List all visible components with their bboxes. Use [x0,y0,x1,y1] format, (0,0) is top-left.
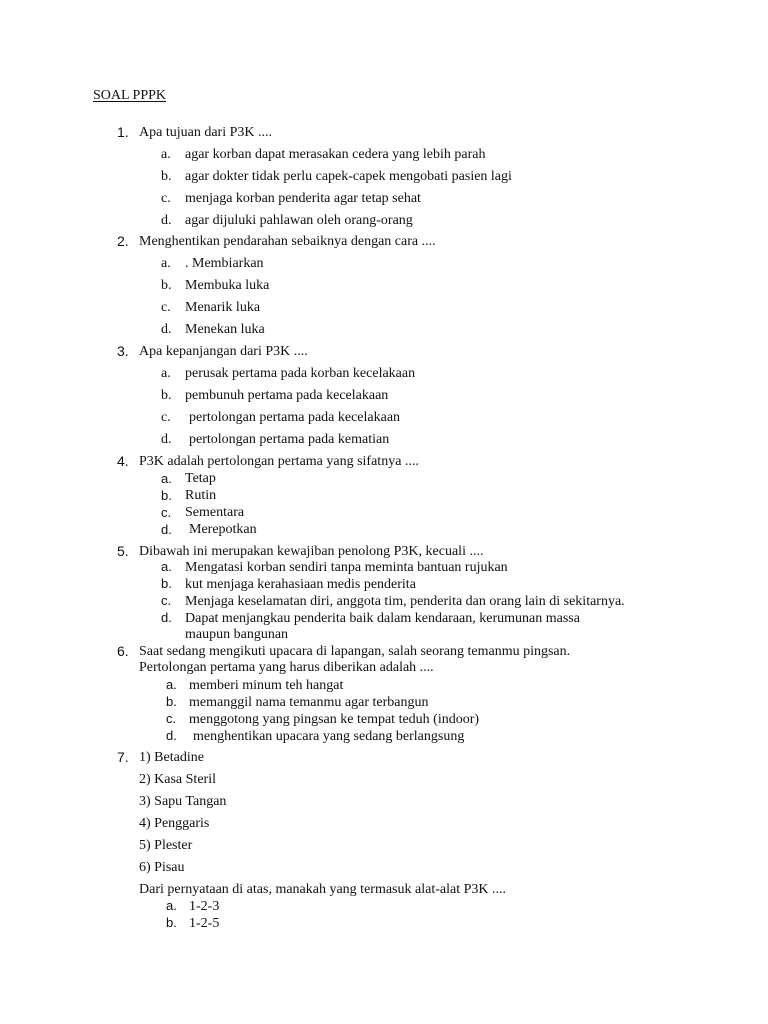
q3-option-d-letter: d. [161,432,172,447]
q3-option-b-text: pembunuh pertama pada kecelakaan [185,388,389,403]
q7-item-1: 1) Betadine [139,750,204,765]
question-1-number: 1. [117,124,129,140]
question-2-number: 2. [117,233,129,249]
q7-item-4: 4) Penggaris [139,816,210,831]
q7-item-3: 3) Sapu Tangan [139,794,227,809]
question-6-text: Saat sedang mengikuti upacara di lapangan, salah seorang temanmu pingsan. [139,644,571,659]
q1-option-c-letter: c. [161,191,171,206]
q4-option-d-letter: d. [161,522,172,537]
q4-option-b-letter: b. [161,488,172,503]
question-6-number: 6. [117,643,129,659]
q7-item-6: 6) Pisau [139,860,185,875]
q4-option-d-text: Merepotkan [189,522,257,537]
q5-option-c-text: Menjaga keselamatan diri, anggota tim, penderita dan orang lain di sekitarnya. [185,594,625,609]
question-7-text: Dari pernyataan di atas, manakah yang termasuk alat-alat P3K .... [139,882,506,897]
question-4-number: 4. [117,453,129,469]
q3-option-c-letter: c. [161,410,171,425]
q7-option-b-text: 1-2-5 [189,916,220,931]
q7-option-a-letter: a. [166,898,177,913]
q4-option-b-text: Rutin [185,488,217,503]
q2-option-a-letter: a. [161,256,171,271]
q3-option-d-text: pertolongan pertama pada kematian [189,432,390,447]
q6-option-a-letter: a. [166,677,177,692]
question-3-text: Apa kepanjangan dari P3K .... [139,344,308,359]
q1-option-d-text: agar dijuluki pahlawan oleh orang-orang [185,213,413,228]
q4-option-c-letter: c. [161,505,172,520]
q2-option-b-letter: b. [161,278,172,293]
q6-option-b-letter: b. [166,694,177,709]
question-7-number: 7. [117,749,129,765]
q5-option-d-text: Dapat menjangkau penderita baik dalam kendaraan, kerumunan massa [185,611,580,626]
q1-option-b-letter: b. [161,169,172,184]
q4-option-a-text: Tetap [185,471,216,486]
question-3-number: 3. [117,343,129,359]
question-6-text-continued: Pertolongan pertama yang harus diberikan adalah .... [139,660,434,675]
q4-option-a-letter: a. [161,471,172,486]
q6-option-a-text: memberi minum teh hangat [189,678,344,693]
q5-option-c-letter: c. [161,593,172,608]
q7-option-b-letter: b. [166,915,177,930]
q2-option-d-text: Menekan luka [185,322,265,337]
q3-option-a-letter: a. [161,366,171,381]
q6-option-d-letter: d. [166,728,177,743]
q5-option-a-letter: a. [161,559,172,574]
q6-option-d-text: menghentikan upacara yang sedang berlangsung [193,729,465,744]
question-2-text: Menghentikan pendarahan sebaiknya dengan cara .... [139,234,436,249]
q5-option-a-text: Mengatasi korban sendiri tanpa meminta bantuan rujukan [185,560,508,575]
q5-option-b-letter: b. [161,576,172,591]
q2-option-d-letter: d. [161,322,172,337]
q6-option-c-letter: c. [166,711,177,726]
q7-item-5: 5) Plester [139,838,193,853]
q2-option-a-text: . Membiarkan [185,256,264,271]
question-5-text: Dibawah ini merupakan kewajiban penolong P3K, kecuali .... [139,544,484,559]
q6-option-c-text: menggotong yang pingsan ke tempat teduh (indoor) [189,712,480,727]
q5-option-d-text-continued: maupun bangunan [185,627,289,642]
q7-option-a-text: 1-2-3 [189,899,220,914]
q2-option-c-text: Menarik luka [185,300,261,315]
question-5-number: 5. [117,543,129,559]
q3-option-c-text: pertolongan pertama pada kecelakaan [189,410,401,425]
q7-item-2: 2) Kasa Steril [139,772,216,787]
q5-option-d-letter: d. [161,610,172,625]
q5-option-b-text: kut menjaga kerahasiaan medis penderita [185,577,416,592]
q1-option-a-text: agar korban dapat merasakan cedera yang lebih parah [185,147,486,162]
q2-option-c-letter: c. [161,300,171,315]
question-1-text: Apa tujuan dari P3K .... [139,125,272,140]
q2-option-b-text: Membuka luka [185,278,270,293]
q1-option-c-text: menjaga korban penderita agar tetap sehat [185,191,421,206]
q3-option-b-letter: b. [161,388,172,403]
q1-option-a-letter: a. [161,147,171,162]
q6-option-b-text: memanggil nama temanmu agar terbangun [189,695,429,710]
question-4-text: P3K adalah pertolongan pertama yang sifatnya .... [139,454,419,469]
q4-option-c-text: Sementara [185,505,245,520]
page-title: SOAL PPPK [93,88,167,103]
q3-option-a-text: perusak pertama pada korban kecelakaan [185,366,416,381]
q1-option-b-text: agar dokter tidak perlu capek-capek mengobati pasien lagi [185,169,512,184]
q1-option-d-letter: d. [161,213,172,228]
